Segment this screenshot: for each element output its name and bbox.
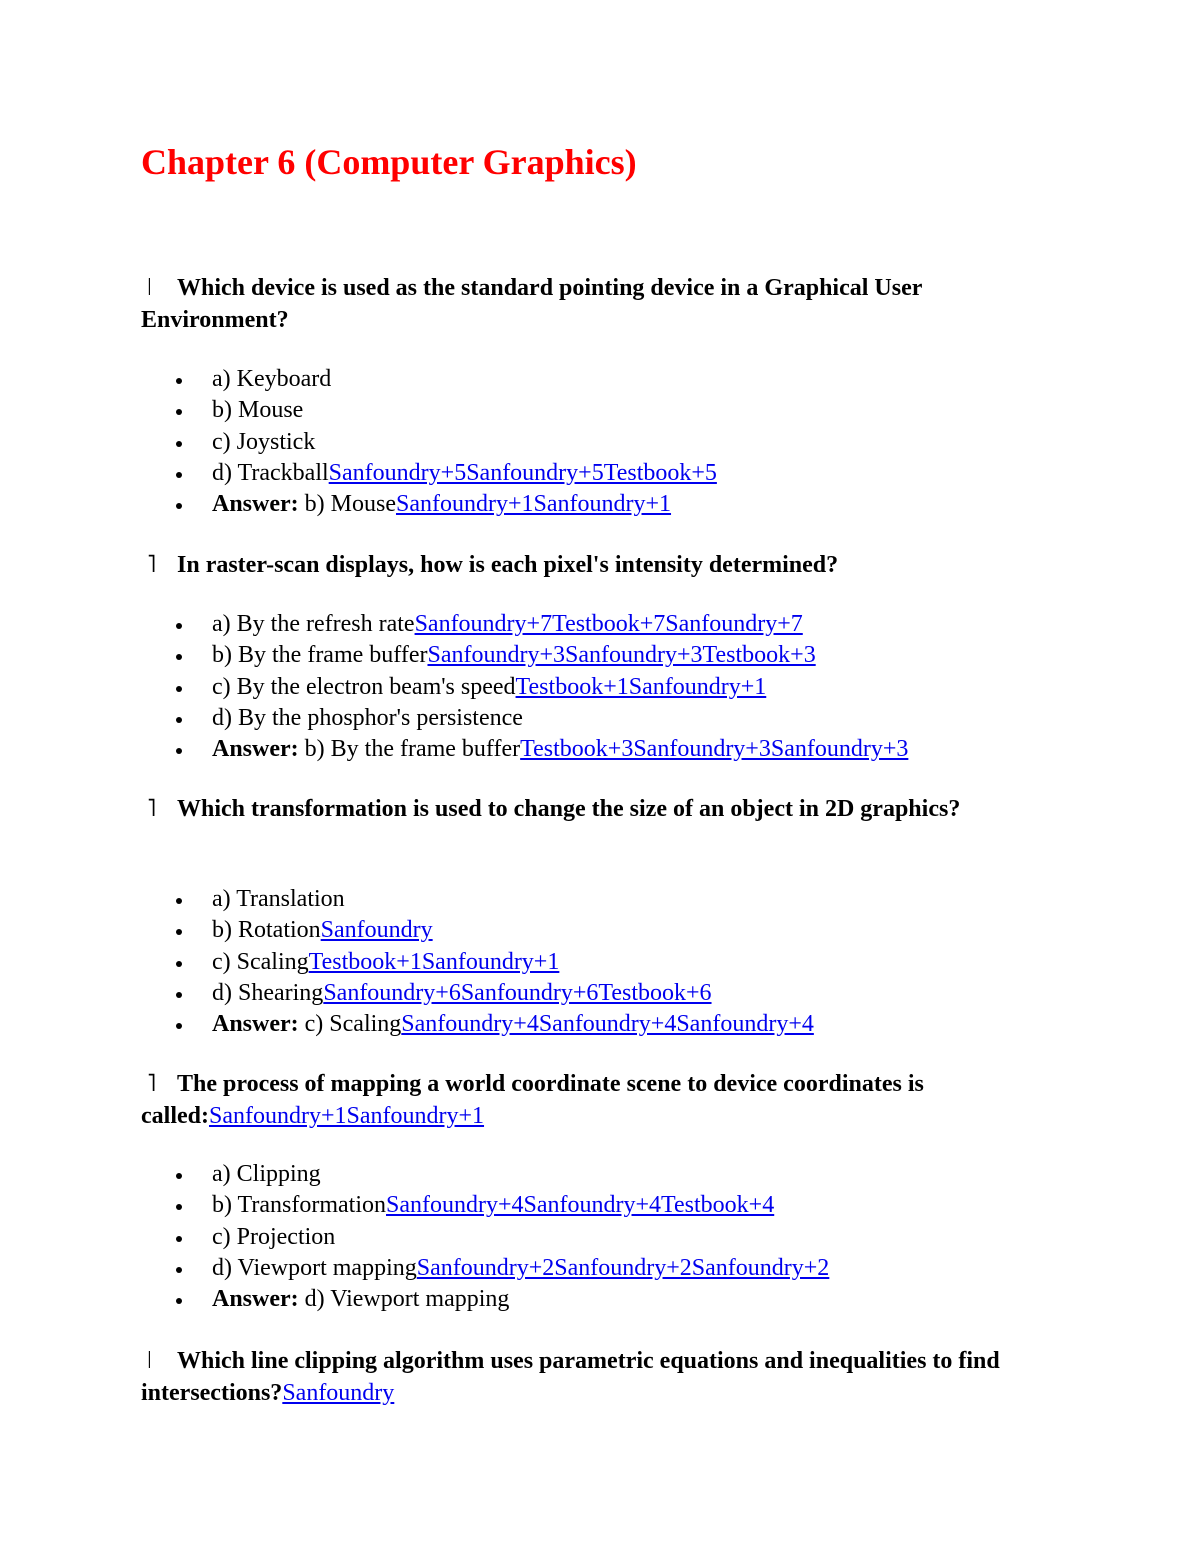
q2-option-a: a) By the refresh rateSanfoundry+7Testbook+7Sanfoundry+7 — [141, 609, 1061, 640]
q4-option-c: c) Projection — [141, 1222, 1061, 1253]
question-4-text: The process of mapping a world coordinate scene to device coordinates is called: — [141, 1071, 924, 1129]
q3-option-c-source-link[interactable]: Testbook+1Sanfoundry+1 — [308, 948, 560, 975]
question-3-text: Which transformation is used to change the size of an object in 2D graphics? — [177, 796, 961, 822]
q4-option-b-source-link[interactable]: Sanfoundry+4Sanfoundry+4Testbook+4 — [386, 1192, 775, 1219]
q2-answer-source-link[interactable]: Testbook+3Sanfoundry+3Sanfoundry+3 — [520, 736, 909, 763]
q4-option-b: b) TransformationSanfoundry+4Sanfoundry+4Testbook+4 — [141, 1190, 1061, 1221]
q2-option-b: b) By the frame bufferSanfoundry+3Sanfoundry+3Testbook+3 — [141, 640, 1061, 671]
question-4-bullet-icon: ˥ — [147, 1071, 157, 1097]
question-1-options — [141, 364, 1061, 520]
q3-option-b-source-link[interactable]: Sanfoundry — [320, 917, 433, 944]
question-2 — [141, 549, 1051, 581]
question-3-options — [141, 884, 1061, 1040]
q1-option-d-source-link[interactable]: Sanfoundry+5Sanfoundry+5Testbook+5 — [328, 459, 717, 486]
q2-option-d: d) By the phosphor's persistence — [141, 703, 1061, 734]
q5-source-link[interactable]: Sanfoundry — [282, 1380, 395, 1406]
question-4 — [141, 1068, 1051, 1132]
question-5 — [141, 1345, 1051, 1409]
q1-option-a: a) Keyboard — [141, 364, 1061, 395]
q1-option-d: d) TrackballSanfoundry+5Sanfoundry+5Testbook+5 — [141, 458, 1061, 489]
q3-option-c: c) ScalingTestbook+1Sanfoundry+1 — [141, 947, 1061, 978]
q3-answer: Answer: c) ScalingSanfoundry+4Sanfoundry+4Sanfoundry+4 — [141, 1009, 1061, 1040]
q1-answer: Answer: b) MouseSanfoundry+1Sanfoundry+1 — [141, 489, 1061, 520]
question-2-text: In raster-scan displays, how is each pixel's intensity determined? — [177, 552, 839, 578]
q4-option-d: d) Viewport mappingSanfoundry+2Sanfoundry+2Sanfoundry+2 — [141, 1253, 1061, 1284]
question-2-bullet-icon: ˥ — [147, 552, 157, 578]
question-2-options — [141, 609, 1061, 765]
chapter-title: Chapter 6 (Computer Graphics) — [141, 142, 637, 182]
question-1-bullet-icon: ǀ — [147, 275, 152, 301]
q3-option-d-source-link[interactable]: Sanfoundry+6Sanfoundry+6Testbook+6 — [323, 979, 712, 1006]
q1-option-c: c) Joystick — [141, 427, 1061, 458]
question-5-bullet-icon: ǀ — [147, 1348, 152, 1374]
question-1 — [141, 272, 1051, 336]
q3-option-d: d) ShearingSanfoundry+6Sanfoundry+6Testbook+6 — [141, 978, 1061, 1009]
q2-option-c: c) By the electron beam's speedTestbook+1Sanfoundry+1 — [141, 672, 1061, 703]
q4-option-a: a) Clipping — [141, 1159, 1061, 1190]
question-5-text: Which line clipping algorithm uses parametric equations and inequalities to find intersections? — [141, 1348, 1000, 1406]
q2-option-a-source-link[interactable]: Sanfoundry+7Testbook+7Sanfoundry+7 — [414, 611, 803, 637]
q2-option-b-source-link[interactable]: Sanfoundry+3Sanfoundry+3Testbook+3 — [427, 642, 816, 669]
q1-answer-source-link[interactable]: Sanfoundry+1Sanfoundry+1 — [395, 491, 672, 518]
q4-answer: Answer: d) Viewport mapping — [141, 1284, 1061, 1315]
q1-option-b: b) Mouse — [141, 395, 1061, 426]
question-3-bullet-icon: ˥ — [147, 796, 157, 822]
q4-source-link[interactable]: Sanfoundry+1Sanfoundry+1 — [208, 1103, 485, 1129]
q3-option-a: a) Translation — [141, 884, 1061, 915]
question-3 — [141, 793, 1051, 825]
question-1-text: Which device is used as the standard pointing device in a Graphical User Environment? — [141, 275, 922, 333]
q2-answer: Answer: b) By the frame bufferTestbook+3Sanfoundry+3Sanfoundry+3 — [141, 734, 1061, 765]
q3-answer-source-link[interactable]: Sanfoundry+4Sanfoundry+4Sanfoundry+4 — [401, 1011, 814, 1038]
q3-option-b: b) RotationSanfoundry — [141, 915, 1061, 946]
q4-option-d-source-link[interactable]: Sanfoundry+2Sanfoundry+2Sanfoundry+2 — [416, 1254, 830, 1281]
q2-option-c-source-link[interactable]: Testbook+1Sanfoundry+1 — [515, 673, 767, 700]
question-4-options — [141, 1159, 1061, 1315]
